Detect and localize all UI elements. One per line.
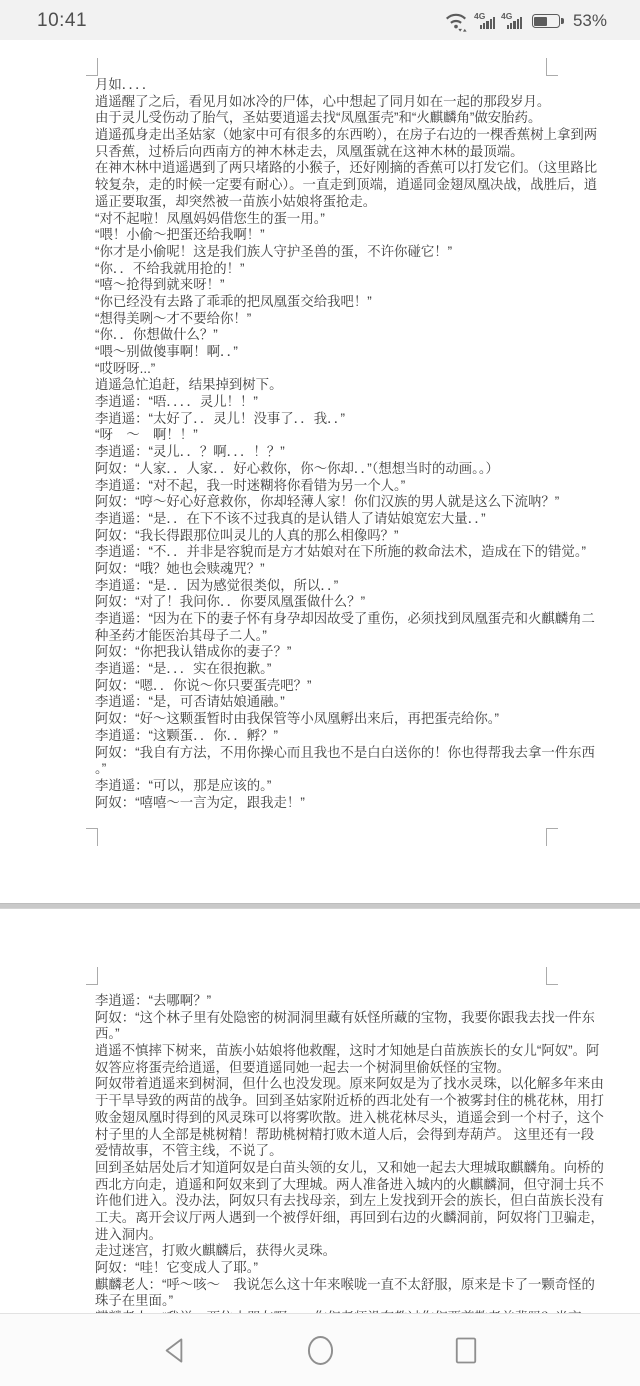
text-line: “喂～别做傻事啊！啊．．” [95,344,238,359]
network-type-label: 4G [473,11,486,21]
text-line: 李逍遥：“是．．在下不该不过我真的是认错人了请姑娘宽宏大量．．” [95,510,486,526]
status-icons [444,9,607,33]
text-line: “你才是小偷呢！这是我们族人守护圣兽的蛋，不许你碰它！” [95,243,453,259]
text-line: 李逍遥：“唔．．．．灵儿！！” [95,394,258,410]
text-line: 败金翅凤凰时得到的风灵珠可以将雾吹散。进入桃花林尽头，逍遥会到一个村子，这个 [95,1109,604,1125]
text-line: 李逍遥：“是．．．实在很抱歉。” [95,661,272,677]
text-line: 李逍遥：“灵儿．．？啊．．．！？” [95,444,285,460]
text-line: 只香蕉，过桥后向西南方的神木林走去，凤凰蛋就在这神木林的最顶端。 [95,143,524,159]
text-line: 李逍遥：“不．．并非是容貌而是方才姑娘对在下所施的救命法术，造成在下的错觉。” [95,544,586,560]
back-button[interactable] [156,1329,192,1371]
text-line: 奴答应将蛋壳给逍遥，但要逍遥同她一起去一个树洞里偷妖怪的宝物。 [95,1059,511,1075]
text-line: “哎呀呀...” [95,360,156,376]
text-line: 阿奴：“好～这颗蛋暂时由我保管等小凤凰孵出来后，再把蛋壳给你。” [95,711,499,727]
signal-4g-sim2-icon [501,11,522,31]
text-line: 李逍遥：“因为在下的妻子怀有身孕却因故受了重伤，必须找到凤凰蛋壳和火麒麟角二 [95,611,595,626]
text-line: “你．．你想做什么？” [95,327,218,343]
text-line: 阿奴：“这个林子里有处隐密的树洞洞里藏有妖怪所藏的宝物，我要你跟我去找一件东 [95,1009,595,1025]
page-margin-mark-top-right [546,967,558,985]
text-line: “你已经没有去路了乖乖的把凤凰蛋交给我吧！” [95,293,372,309]
text-line: 。” [95,761,107,777]
text-line: 李逍遥：“可以，那是应该的。” [95,777,272,793]
text-line: 回到圣姑居处后才知道阿奴是白苗头领的女儿，又和她一起去大理城取麒麟角。向桥的 [95,1159,604,1175]
text-line: 阿奴：“嗯．．你说～你只要蛋壳吧？” [95,677,312,693]
wifi-icon [444,10,468,32]
network-type-label: 4G [500,11,513,21]
text-line: 村子里的人全部是桃树精！帮助桃树精打败木道人后，会得到寿葫芦。 这里还有一段 [95,1126,595,1142]
recents-icon [454,1336,478,1365]
home-button[interactable] [302,1329,338,1371]
text-line: “呀 ～ 啊！！” [95,427,198,443]
text-line: “想得美咧～才不要给你！” [95,310,252,326]
text-line: 阿奴带着逍遥来到树洞，但什么也没发现。原来阿奴是为了找水灵珠，以化解多年来由 [95,1076,604,1092]
status-bar [0,0,640,40]
text-line: 李逍遥：“对不起，我一时迷糊将你看错为另一个人。” [95,477,406,493]
page-1-text [95,77,597,811]
text-line: 李逍遥：“去哪啊？” [95,993,212,1008]
text-line: 逍遥孤身走出圣姑家（她家中可有很多的东西哟），在房子右边的一棵香蕉树上拿到两 [95,127,598,143]
page-margin-mark-bottom-left [86,828,98,846]
text-line: “嘻～抢得到就来呀！” [95,277,225,293]
battery-nub [561,18,564,24]
text-line: 麒麟老人：“呼～咳～ 我说怎么这十年来喉咙一直不太舒服，原来是卡了一颗奇怪的 [95,1276,595,1292]
text-line: 爱情故事，不管主线，不说了。 [95,1143,283,1159]
navigation-bar [0,1313,640,1386]
signal-bars [480,17,495,29]
text-line: 阿奴：“我长得跟那位叫灵儿的人真的那么相像吗？” [95,527,399,543]
text-line: 李逍遥：“太好了．．灵儿！没事了．．我．．” [95,410,345,426]
text-line: 李逍遥：“这颗蛋．．你．．孵？” [95,727,278,743]
text-line: 在神木林中逍遥遇到了两只堵路的小猴子，还好刚摘的香蕉可以打发它们。（这里路比 [95,160,598,176]
text-line: 逍遥不慎摔下树来，苗族小姑娘将他救醒，这时才知她是白苗族族长的女儿“阿奴”。阿 [95,1043,600,1059]
text-line: 阿奴：“哦？她也会赎魂咒？” [95,560,265,576]
text-line: 阿奴：“我自有方法，不用你操心而且我也不是白白送你的！你也得帮我去拿一件东西 [95,744,595,760]
battery-fill [534,17,547,26]
battery-percent-text: 53% [572,11,607,30]
text-line: 于干旱导致的两苗的战争。回到圣姑家附近桥的西北处有一个被雾封住的桃花林，用打 [95,1093,604,1109]
text-line: 种圣药才能医治其母子二人。” [95,627,267,643]
text-line: “对不起啦！凤凰妈妈借您生的蛋一用。” [95,210,325,226]
battery-icon [532,14,560,28]
text-line: 许他们进入。没办法，阿奴只有去找母亲，到左上发找到开会的族长，但白苗族长没有 [95,1193,604,1209]
text-line: “喂！小偷～把蛋还给我啊！” [95,227,265,243]
text-line: 月如．．．． [95,77,156,92]
document-page-1 [0,40,640,903]
text-line: 走过迷宫，打败火麒麟后，获得火灵珠。 [95,1243,337,1259]
text-line: 遥正要取蛋，却突然被一苗族小姑娘将蛋抢走。 [95,193,377,209]
text-line: 工夫。离开会议厅两人遇到一个被俘奸细，再回到右边的火麟洞前，阿奴将门卫骗走， [95,1209,604,1225]
signal-4g-sim1-icon [474,11,495,31]
text-line: 阿奴：“哇！它变成人了耶。” [95,1260,258,1275]
page-margin-mark-top-left [86,967,98,985]
text-line: 阿奴：“哼～好心好意救你，你却轻薄人家！你们汉族的男人就是这么下流呐？” [95,494,560,510]
text-line: “你．．不给我就用抢的！” [95,260,245,276]
text-line: 李逍遥：“是，可否请姑娘通融。” [95,694,285,710]
text-line: 阿奴：“嘻嘻～一言为定，跟我走！” [95,794,305,810]
text-line: 较复杂，走的时候一定要有耐心）。一直走到顶端，逍遥同金翅凤凰决战，战胜后，逍 [95,177,598,193]
text-line: 进入洞内。 [95,1226,162,1242]
page-2-text [95,993,604,1327]
text-line: 逍遥醒了之后，看见月如冰冷的尸体，心中想起了同月如在一起的那段岁月。 [95,93,551,109]
text-line: 阿奴：“人家．．人家．．好心救你，你～你却．．”（想想当时的动画。。） [95,460,499,476]
text-line: 西北方向走，逍遥和阿奴来到了大理城。两人准备进入城内的火麒麟洞，但守洞士兵不 [95,1176,604,1192]
page-margin-mark-top-right [546,58,558,76]
text-line: 逍遥急忙追赶，结果掉到树下。 [95,377,283,393]
page-margin-mark-top-left [86,58,98,76]
text-line: 李逍遥：“是．．因为感觉很类似，所以．．” [95,577,339,593]
text-line: 珠子在里面。” [95,1293,174,1309]
recents-button[interactable] [448,1329,484,1371]
text-line: 由于灵儿受伤动了胎气，圣姑要逍遥去找“凤凰蛋壳”和“火麒麟角”做安胎药。 [95,110,542,126]
home-icon [307,1335,334,1366]
back-icon [162,1336,186,1365]
text-line: 西。” [95,1026,120,1042]
text-line: 阿奴：“对了！我问你．．你要凤凰蛋做什么？” [95,594,366,610]
page-margin-mark-bottom-right [546,828,558,846]
text-line: 阿奴：“你把我认错成你的妻子？” [95,644,292,660]
signal-bars [507,17,522,29]
clock-text: 10:41 [37,10,88,31]
